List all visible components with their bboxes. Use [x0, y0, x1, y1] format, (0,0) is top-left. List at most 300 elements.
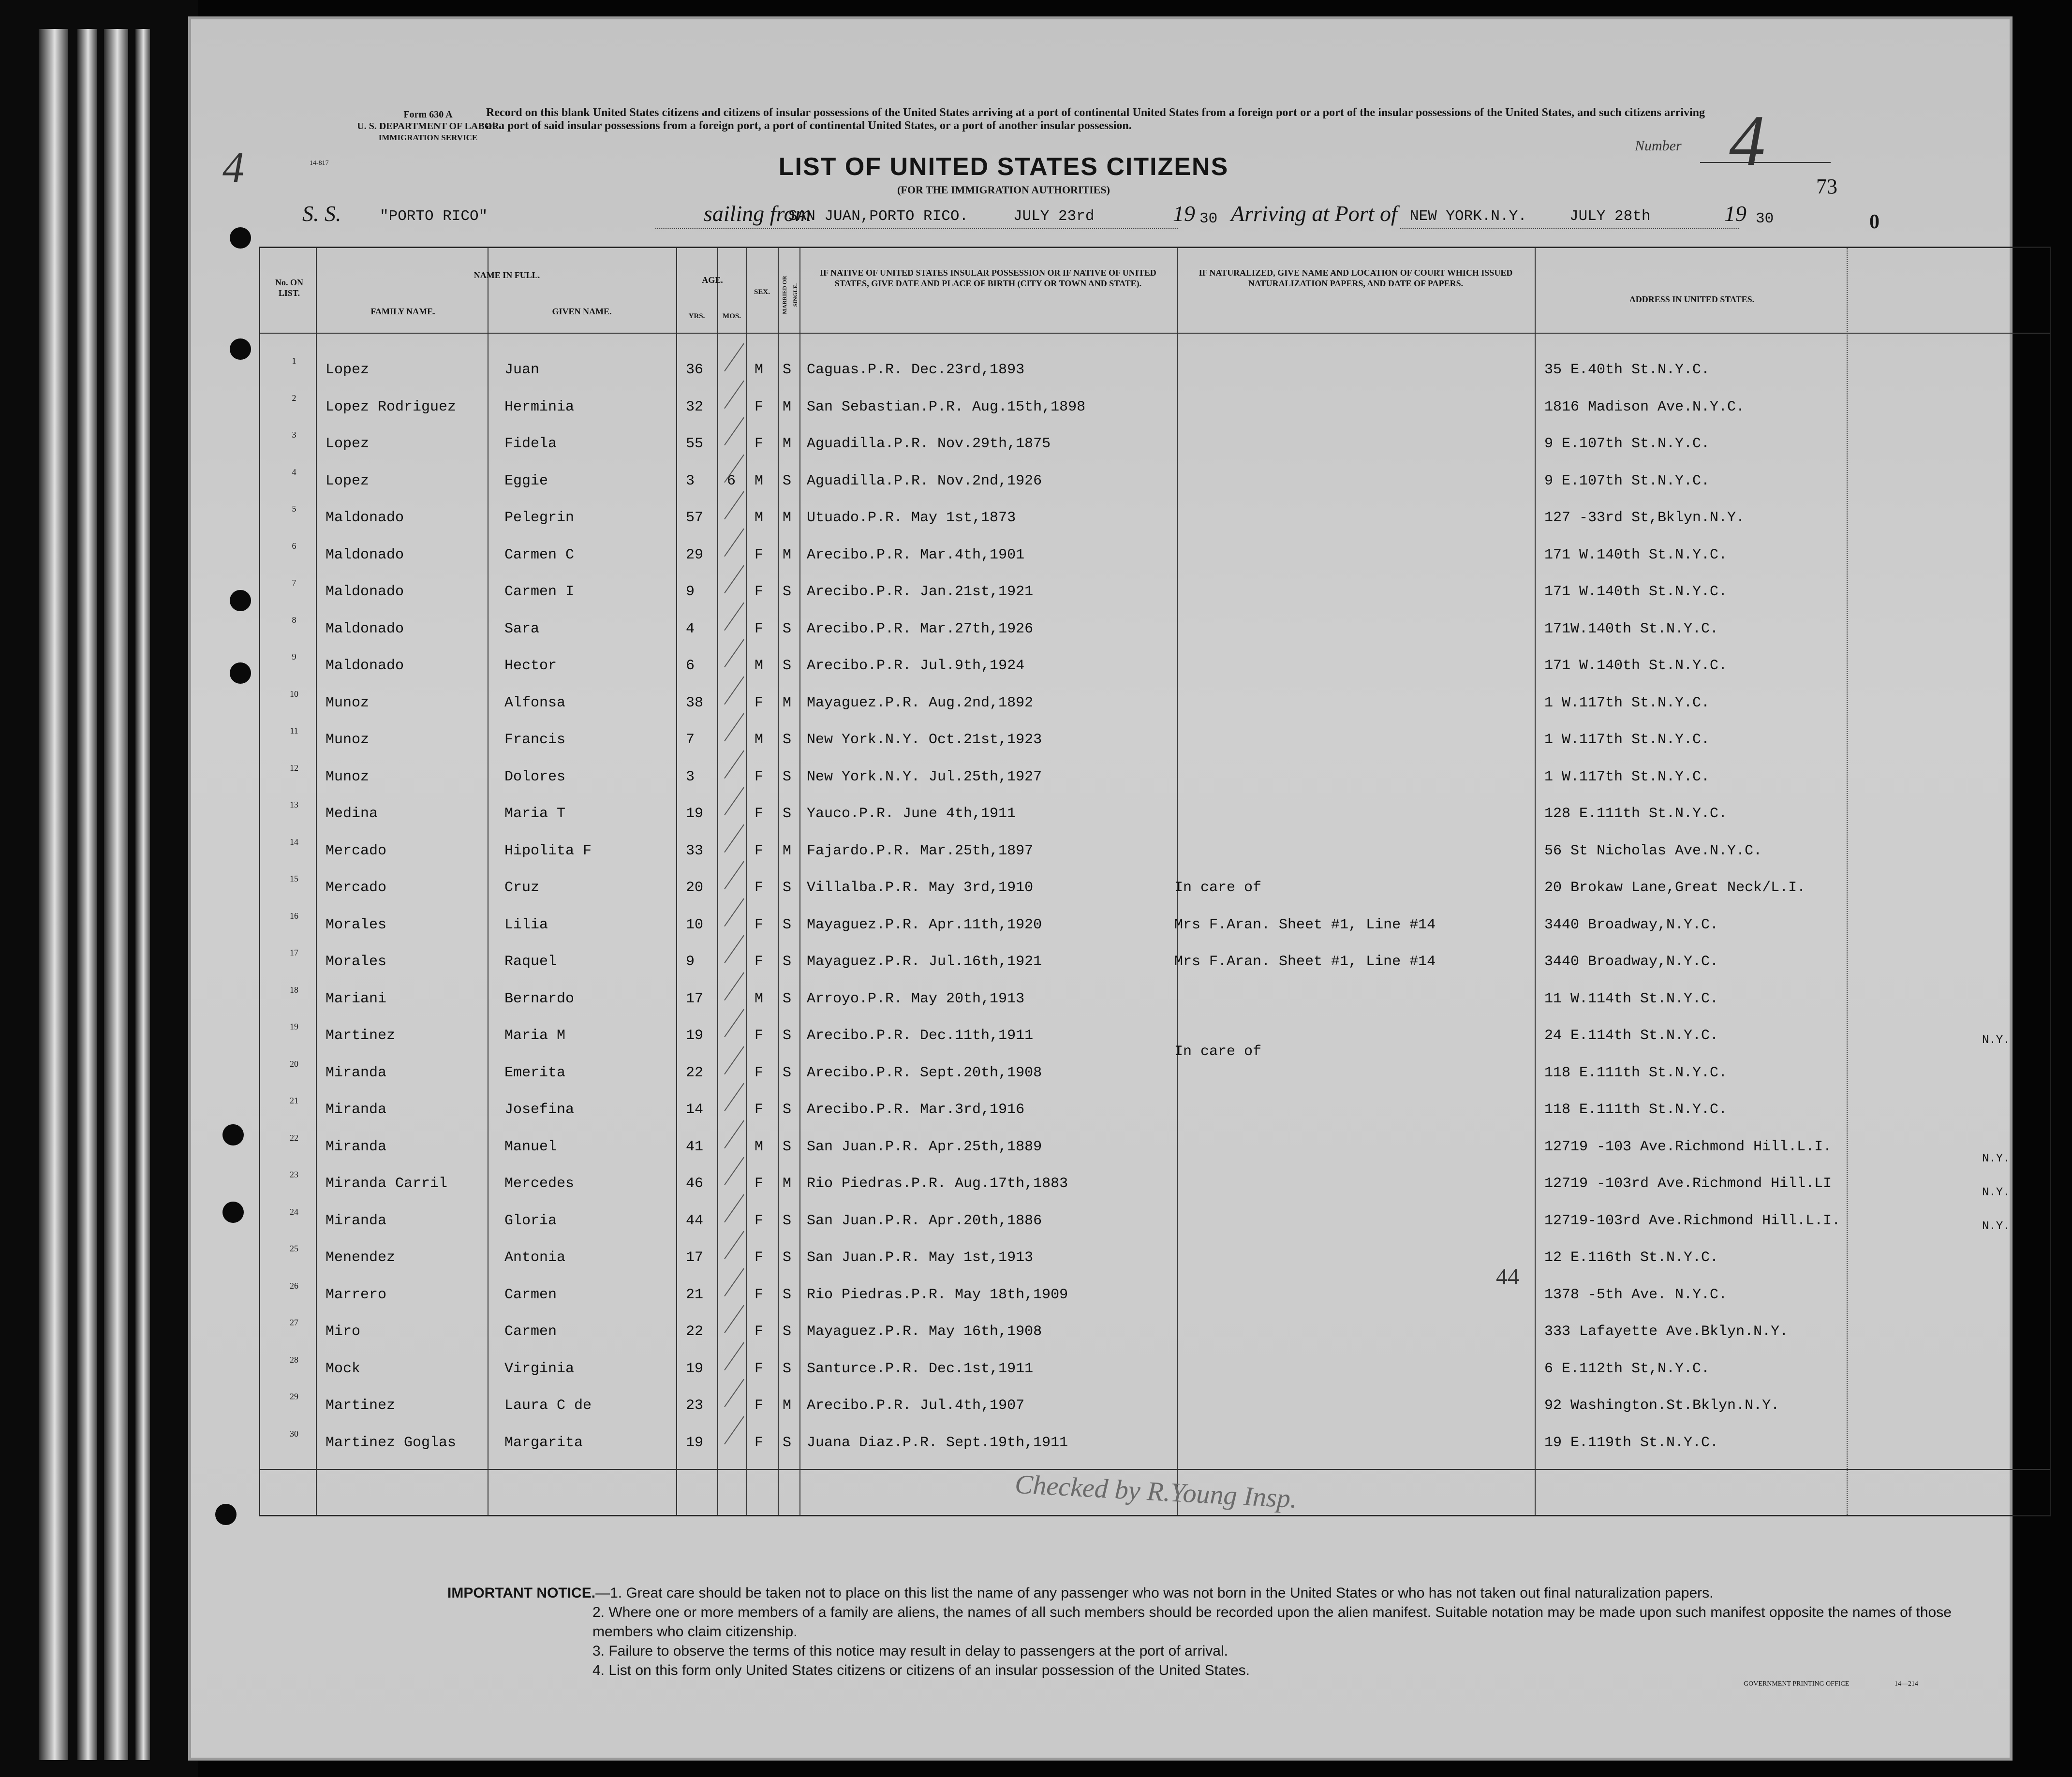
- check-tick: [724, 750, 744, 778]
- birth-place-date: New York.N.Y. Oct.21st,1923: [807, 732, 1042, 748]
- marital-status: S: [783, 1434, 792, 1451]
- address: 24 E.114th St.N.Y.C.: [1544, 1028, 1719, 1044]
- birth-place-date: Arroyo.P.R. May 20th,1913: [807, 990, 1025, 1007]
- marital-status: S: [783, 732, 792, 748]
- birth-place-date: Arecibo.P.R. Dec.11th,1911: [807, 1028, 1034, 1044]
- marital-status: S: [783, 1249, 792, 1266]
- family-name: Miro: [326, 1323, 361, 1340]
- row-number: 7: [292, 578, 296, 587]
- given-name: Raquel: [504, 954, 557, 970]
- sex: F: [755, 1323, 764, 1340]
- family-name: Lopez: [326, 436, 370, 452]
- given-name: Emerita: [504, 1064, 566, 1081]
- address: 3440 Broadway,N.Y.C.: [1544, 916, 1719, 933]
- given-name: Lilia: [504, 916, 548, 933]
- birth-place-date: Aguadilla.P.R. Nov.29th,1875: [807, 436, 1051, 452]
- family-name: Munoz: [326, 694, 370, 711]
- age-years: 9: [686, 954, 695, 970]
- row-number: 27: [290, 1318, 298, 1327]
- binder-strip: [104, 29, 128, 1760]
- marital-status: S: [783, 954, 792, 970]
- given-name: Virginia: [504, 1360, 575, 1377]
- family-name: Mock: [326, 1360, 361, 1377]
- family-name: Martinez: [326, 1028, 396, 1044]
- header-sex: SEX.: [754, 288, 770, 296]
- marital-status: S: [783, 1286, 792, 1303]
- address-annotation: N.Y.: [1982, 1034, 2010, 1047]
- address: 1378 -5th Ave. N.Y.C.: [1544, 1286, 1728, 1303]
- arriving-label: Arriving at Port of: [1231, 201, 1397, 226]
- address: 1816 Madison Ave.N.Y.C.: [1544, 398, 1745, 415]
- check-tick: [724, 528, 744, 556]
- marital-status: S: [783, 1028, 792, 1044]
- family-name: Maldonado: [326, 510, 404, 526]
- address: 171W.140th St.N.Y.C.: [1544, 620, 1719, 637]
- marital-status: M: [783, 546, 792, 563]
- check-tick: [724, 380, 744, 408]
- row-number: 12: [290, 763, 298, 773]
- sex: F: [755, 1101, 764, 1118]
- age-years: 17: [686, 990, 704, 1007]
- sex: F: [755, 1434, 764, 1451]
- marital-status: S: [783, 916, 792, 933]
- age-years: 19: [686, 1360, 704, 1377]
- punch-hole: [222, 1202, 244, 1223]
- address: 171 W.140th St.N.Y.C.: [1544, 584, 1728, 600]
- address: 1 W.117th St.N.Y.C.: [1544, 694, 1710, 711]
- birth-place-date: Arecibo.P.R. Jul.9th,1924: [807, 658, 1025, 674]
- naturalization: Mrs F.Aran. Sheet #1, Line #14: [1174, 954, 1436, 970]
- departure-year: 30: [1199, 210, 1218, 227]
- check-tick: [724, 713, 744, 741]
- check-tick: [724, 1157, 744, 1185]
- sex: F: [755, 1286, 764, 1303]
- row-number: 17: [290, 948, 298, 957]
- check-tick: [724, 676, 744, 704]
- sailing-from: SAN JUAN,PORTO RICO.: [788, 208, 969, 225]
- age-years: 19: [686, 806, 704, 822]
- age-years: 6: [686, 658, 695, 674]
- family-name: Maldonado: [326, 620, 404, 637]
- marital-status: S: [783, 362, 792, 378]
- address: 171 W.140th St.N.Y.C.: [1544, 546, 1728, 563]
- birth-place-date: New York.N.Y. Jul.25th,1927: [807, 768, 1042, 785]
- family-name: Munoz: [326, 768, 370, 785]
- marital-status: S: [783, 880, 792, 896]
- address: 19 E.119th St.N.Y.C.: [1544, 1434, 1719, 1451]
- given-name: Juan: [504, 362, 540, 378]
- check-tick: [724, 1342, 744, 1370]
- department: U. S. DEPARTMENT OF LABOR: [357, 121, 499, 132]
- sex: F: [755, 1360, 764, 1377]
- row-number: 1: [292, 356, 296, 366]
- family-name: Maldonado: [326, 546, 404, 563]
- age-years: 33: [686, 842, 704, 859]
- notice-item-4: 4. List on this form only United States citizens or citizens of an insular possession of the United States.: [592, 1662, 1250, 1678]
- given-name: Maria T: [504, 806, 566, 822]
- form-instructions: Record on this blank United States citizens and citizens of insular possessions of the United States arriving at a port of continental United States from a foreign port or a port of the insular possessions of the United States, and such citizens arriving at a port of said insular possessions from a foreign port, a port of continental United States, or a port of another insular possession.: [486, 106, 1705, 132]
- marital-status: S: [783, 620, 792, 637]
- sex: F: [755, 1064, 764, 1081]
- family-name: Lopez: [326, 362, 370, 378]
- check-tick: [724, 1009, 744, 1037]
- row-number: 28: [290, 1354, 298, 1365]
- voyage-underline: [1400, 228, 1739, 229]
- check-tick: [724, 898, 744, 926]
- sex: M: [755, 658, 764, 674]
- given-name: Margarita: [504, 1434, 583, 1451]
- given-name: Francis: [504, 732, 566, 748]
- row-number: 10: [290, 689, 298, 699]
- departure-date: JULY 23rd: [1013, 208, 1095, 225]
- marital-status: S: [783, 1212, 792, 1229]
- row-number: 11: [290, 726, 298, 735]
- sex: F: [755, 436, 764, 452]
- row-number: 9: [292, 652, 296, 661]
- header-rule: [260, 333, 2050, 334]
- row-number: 16: [290, 911, 298, 921]
- age-years: 41: [686, 1138, 704, 1155]
- row-number: 15: [290, 874, 298, 883]
- marital-status: S: [783, 768, 792, 785]
- page-subtitle: (FOR THE IMMIGRATION AUTHORITIES): [897, 184, 1110, 196]
- address: 128 E.111th St.N.Y.C.: [1544, 806, 1728, 822]
- birth-place-date: Yauco.P.R. June 4th,1911: [807, 806, 1016, 822]
- birth-place-date: Juana Diaz.P.R. Sept.19th,1911: [807, 1434, 1068, 1451]
- birth-place-date: Mayaguez.P.R. Aug.2nd,1892: [807, 694, 1034, 711]
- marital-status: S: [783, 658, 792, 674]
- ship-name: "PORTO RICO": [380, 208, 488, 225]
- header-married: MARRIED OR SINGLE.: [781, 276, 799, 314]
- printer-mark: [1744, 1680, 1918, 1688]
- check-tick: [724, 417, 744, 445]
- naturalization: In care of: [1174, 880, 1262, 896]
- year-prefix: 19: [1173, 201, 1195, 226]
- checked-signature: Checked by R.Young Insp.: [1014, 1469, 1298, 1514]
- family-name: Maldonado: [326, 658, 404, 674]
- row-number: 5: [292, 504, 296, 514]
- birth-place-date: Utuado.P.R. May 1st,1873: [807, 510, 1016, 526]
- address: 20 Brokaw Lane,Great Neck/L.I.: [1544, 880, 1806, 896]
- form-code: 14-817: [310, 160, 329, 167]
- address: 56 St Nicholas Ave.N.Y.C.: [1544, 842, 1762, 859]
- header-mos: MOS.: [723, 312, 741, 320]
- birth-place-date: Arecibo.P.R. Jul.4th,1907: [807, 1397, 1025, 1414]
- page-number: 73: [1816, 175, 1837, 198]
- punch-hole: [230, 338, 251, 360]
- given-name: Fidela: [504, 436, 557, 452]
- row-number: 19: [290, 1022, 298, 1031]
- age-years: 55: [686, 436, 704, 452]
- header-given-name: GIVEN NAME.: [552, 307, 612, 316]
- column-divider: [778, 248, 779, 1515]
- punch-hole: [230, 590, 251, 611]
- row-number: 21: [290, 1096, 298, 1105]
- age-years: 19: [686, 1028, 704, 1044]
- given-name: Bernardo: [504, 990, 575, 1007]
- column-divider: [746, 248, 747, 1515]
- family-name: Miranda Carril: [326, 1175, 448, 1192]
- notice-item-2: 2. Where one or more members of a family are aliens, the names of all such members should be recorded upon the alien manifest. Suitable notation may be made upon such manifest opposite the names of those members who claim citizenship.: [592, 1604, 1952, 1640]
- birth-place-date: Arecibo.P.R. Sept.20th,1908: [807, 1064, 1042, 1081]
- age-years: 38: [686, 694, 704, 711]
- marital-status: S: [783, 1360, 792, 1377]
- address: 118 E.111th St.N.Y.C.: [1544, 1064, 1728, 1081]
- row-number: 23: [290, 1170, 298, 1179]
- address: 1 W.117th St.N.Y.C.: [1544, 732, 1710, 748]
- row-number: 29: [290, 1392, 298, 1401]
- in-care-of-note: In care of: [1174, 1043, 1262, 1060]
- marital-status: S: [783, 806, 792, 822]
- binder-edge: [0, 0, 198, 1777]
- age-years: 46: [686, 1175, 704, 1192]
- given-name: Gloria: [504, 1212, 557, 1229]
- family-name: Menendez: [326, 1249, 396, 1266]
- family-name: Lopez Rodriguez: [326, 398, 457, 415]
- age-years: 20: [686, 880, 704, 896]
- birth-place-date: Fajardo.P.R. Mar.25th,1897: [807, 842, 1034, 859]
- row-number: 14: [290, 837, 298, 847]
- number-underline: [1700, 162, 1831, 163]
- row-number: 13: [290, 800, 298, 809]
- family-name: Martinez Goglas: [326, 1434, 457, 1451]
- address: 11 W.114th St.N.Y.C.: [1544, 990, 1719, 1007]
- header-age: AGE.: [702, 275, 723, 285]
- sex: F: [755, 842, 764, 859]
- family-name: Munoz: [326, 732, 370, 748]
- birth-place-date: San Juan.P.R. May 1st,1913: [807, 1249, 1034, 1266]
- passenger-count: 44: [1496, 1264, 1519, 1290]
- given-name: Alfonsa: [504, 694, 566, 711]
- marital-status: S: [783, 1064, 792, 1081]
- birth-place-date: Mayaguez.P.R. Apr.11th,1920: [807, 916, 1042, 933]
- row-number: 20: [290, 1058, 298, 1069]
- age-years: 3: [686, 768, 695, 785]
- header-address: ADDRESS IN UNITED STATES.: [1629, 294, 1755, 304]
- check-tick: [724, 1194, 744, 1222]
- address: 12719 -103 Ave.Richmond Hill.L.I.: [1544, 1138, 1832, 1155]
- passenger-table: [259, 247, 2051, 1516]
- sex: F: [755, 1249, 764, 1266]
- birth-place-date: Arecibo.P.R. Jan.21st,1921: [807, 584, 1034, 600]
- given-name: Antonia: [504, 1249, 566, 1266]
- address: 35 E.40th St.N.Y.C.: [1544, 362, 1710, 378]
- service: IMMIGRATION SERVICE: [378, 133, 478, 142]
- column-divider: [717, 248, 718, 1515]
- arrival-date: JULY 28th: [1569, 208, 1651, 225]
- column-divider: [676, 248, 677, 1515]
- given-name: Dolores: [504, 768, 566, 785]
- given-name: Josefina: [504, 1101, 575, 1118]
- address: 12719 -103rd Ave.Richmond Hill.LI: [1544, 1175, 1832, 1192]
- marital-status: S: [783, 472, 792, 489]
- sex: F: [755, 916, 764, 933]
- check-tick: [724, 1268, 744, 1296]
- check-tick: [724, 1083, 744, 1111]
- sex: F: [755, 1212, 764, 1229]
- family-name: Miranda: [326, 1138, 387, 1155]
- sex: F: [755, 880, 764, 896]
- arrival-year-prefix: 19: [1724, 201, 1746, 226]
- margin-mark: 4: [222, 144, 244, 191]
- birth-place-date: Arecibo.P.R. Mar.27th,1926: [807, 620, 1034, 637]
- sex: F: [755, 398, 764, 415]
- birth-place-date: Rio Piedras.P.R. May 18th,1909: [807, 1286, 1068, 1303]
- given-name: Carmen: [504, 1286, 557, 1303]
- birth-place-date: Mayaguez.P.R. May 16th,1908: [807, 1323, 1042, 1340]
- page-title: LIST OF UNITED STATES CITIZENS: [778, 153, 1229, 181]
- age-years: 3: [686, 472, 695, 489]
- check-tick: [724, 1416, 744, 1444]
- address-annotation: N.Y.: [1982, 1220, 2010, 1233]
- notice-item-3: 3. Failure to observe the terms of this notice may result in delay to passengers at the port of arrival.: [592, 1643, 1228, 1659]
- binder-strip: [77, 29, 97, 1760]
- given-name: Cruz: [504, 880, 540, 896]
- header-yrs: YRS.: [688, 312, 705, 320]
- birth-place-date: Villalba.P.R. May 3rd,1910: [807, 880, 1034, 896]
- address: 127 -33rd St,Bklyn.N.Y.: [1544, 510, 1745, 526]
- address: 333 Lafayette Ave.Bklyn.N.Y.: [1544, 1323, 1789, 1340]
- check-tick: [724, 1305, 744, 1333]
- address-annotation: N.Y.: [1982, 1186, 2010, 1199]
- header-family-name: FAMILY NAME.: [370, 307, 435, 316]
- column-divider: [316, 248, 317, 1515]
- given-name: Carmen C: [504, 546, 575, 563]
- check-tick: [724, 861, 744, 889]
- given-name: Hector: [504, 658, 557, 674]
- binder-strip: [135, 29, 150, 1760]
- marital-status: M: [783, 436, 792, 452]
- age-years: 29: [686, 546, 704, 563]
- punch-hole: [230, 662, 251, 684]
- row-number: 24: [290, 1206, 298, 1217]
- address: 9 E.107th St.N.Y.C.: [1544, 436, 1710, 452]
- row-number: 30: [290, 1428, 298, 1439]
- form-number: Form 630 A: [403, 109, 453, 120]
- punch-hole: [222, 1124, 244, 1146]
- marital-status: S: [783, 1323, 792, 1340]
- row-number: 26: [290, 1280, 298, 1291]
- check-tick: [724, 1231, 744, 1259]
- age-years: 7: [686, 732, 695, 748]
- marital-status: S: [783, 1101, 792, 1118]
- number-label: Number: [1635, 138, 1682, 154]
- age-years: 17: [686, 1249, 704, 1266]
- birth-place-date: Santurce.P.R. Dec.1st,1911: [807, 1360, 1034, 1377]
- binder-strip: [39, 29, 68, 1760]
- marital-status: M: [783, 842, 792, 859]
- voyage-underline: [655, 228, 1178, 229]
- family-name: Miranda: [326, 1212, 387, 1229]
- birth-place-date: San Juan.P.R. Apr.20th,1886: [807, 1212, 1042, 1229]
- naturalization: Mrs F.Aran. Sheet #1, Line #14: [1174, 916, 1436, 933]
- address: 118 E.111th St.N.Y.C.: [1544, 1101, 1728, 1118]
- age-years: 36: [686, 362, 704, 378]
- sex: F: [755, 768, 764, 785]
- given-name: Mercedes: [504, 1175, 575, 1192]
- birth-place-date: Caguas.P.R. Dec.23rd,1893: [807, 362, 1025, 378]
- ss-label: S. S.: [302, 201, 341, 226]
- age-months: 6: [727, 472, 736, 489]
- sex: M: [755, 362, 764, 378]
- age-years: 44: [686, 1212, 704, 1229]
- row-number: 3: [292, 430, 296, 440]
- check-tick: [724, 787, 744, 815]
- check-tick: [724, 565, 744, 593]
- check-tick: [724, 602, 744, 630]
- marital-status: S: [783, 1138, 792, 1155]
- check-tick: [724, 1379, 744, 1407]
- sailing-from-label: sailing from: [704, 201, 811, 226]
- check-tick: [724, 824, 744, 852]
- marital-status: S: [783, 584, 792, 600]
- sex: F: [755, 546, 764, 563]
- family-name: Maldonado: [326, 584, 404, 600]
- address: 12 E.116th St.N.Y.C.: [1544, 1249, 1719, 1266]
- sex: M: [755, 732, 764, 748]
- row-number: 2: [292, 393, 296, 403]
- given-name: Carmen I: [504, 584, 575, 600]
- punch-hole: [230, 227, 251, 249]
- check-tick: [724, 1120, 744, 1148]
- marital-status: M: [783, 1397, 792, 1414]
- check-tick: [724, 343, 744, 371]
- sex: F: [755, 954, 764, 970]
- important-notice: [447, 1584, 1971, 1680]
- sex: F: [755, 694, 764, 711]
- family-name: Mariani: [326, 990, 387, 1007]
- address: 9 E.107th St.N.Y.C.: [1544, 472, 1710, 489]
- family-name: Miranda: [326, 1064, 387, 1081]
- check-tick: [724, 972, 744, 1000]
- header-no: No. ON LIST.: [275, 278, 303, 298]
- age-years: 32: [686, 398, 704, 415]
- given-name: Eggie: [504, 472, 548, 489]
- age-years: 10: [686, 916, 704, 933]
- family-name: Mercado: [326, 842, 387, 859]
- address-annotation: N.Y.: [1982, 1152, 2010, 1165]
- age-years: 22: [686, 1064, 704, 1081]
- address: 3440 Broadway,N.Y.C.: [1544, 954, 1719, 970]
- sex: M: [755, 510, 764, 526]
- row-number: 6: [292, 541, 296, 551]
- birth-place-date: Rio Piedras.P.R. Aug.17th,1883: [807, 1175, 1068, 1192]
- number-value: 4: [1729, 101, 1765, 181]
- marital-status: M: [783, 1175, 792, 1192]
- manifest-page: [191, 19, 2010, 1758]
- arrival-port: NEW YORK.N.Y.: [1410, 208, 1527, 225]
- family-name: Lopez: [326, 472, 370, 489]
- family-name: Morales: [326, 954, 387, 970]
- check-tick: [724, 639, 744, 667]
- column-divider: [1535, 248, 1536, 1515]
- age-years: 22: [686, 1323, 704, 1340]
- age-years: 4: [686, 620, 695, 637]
- given-name: Hipolita F: [504, 842, 592, 859]
- side-mark: 0: [1869, 211, 1880, 233]
- header-native: IF NATIVE OF UNITED STATES INSULAR POSSESSION OR IF NATIVE OF UNITED STATES, GIVE DATE AND PLACE OF BIRTH (CITY OR TOWN AND STATE).: [820, 268, 1156, 288]
- row-number: 22: [290, 1132, 298, 1143]
- birth-place-date: Mayaguez.P.R. Jul.16th,1921: [807, 954, 1042, 970]
- column-divider: [799, 248, 800, 1515]
- birth-place-date: Arecibo.P.R. Mar.4th,1901: [807, 546, 1025, 563]
- row-number: 25: [290, 1244, 298, 1253]
- column-divider: [1847, 248, 1848, 1515]
- marital-status: M: [783, 398, 792, 415]
- family-name: Marrero: [326, 1286, 387, 1303]
- notice-item-1: —1. Great care should be taken not to place on this list the name of any passenger who was not born in the United States or who has not taken out final naturalization papers.: [595, 1585, 1714, 1601]
- given-name: Laura C de: [504, 1397, 592, 1414]
